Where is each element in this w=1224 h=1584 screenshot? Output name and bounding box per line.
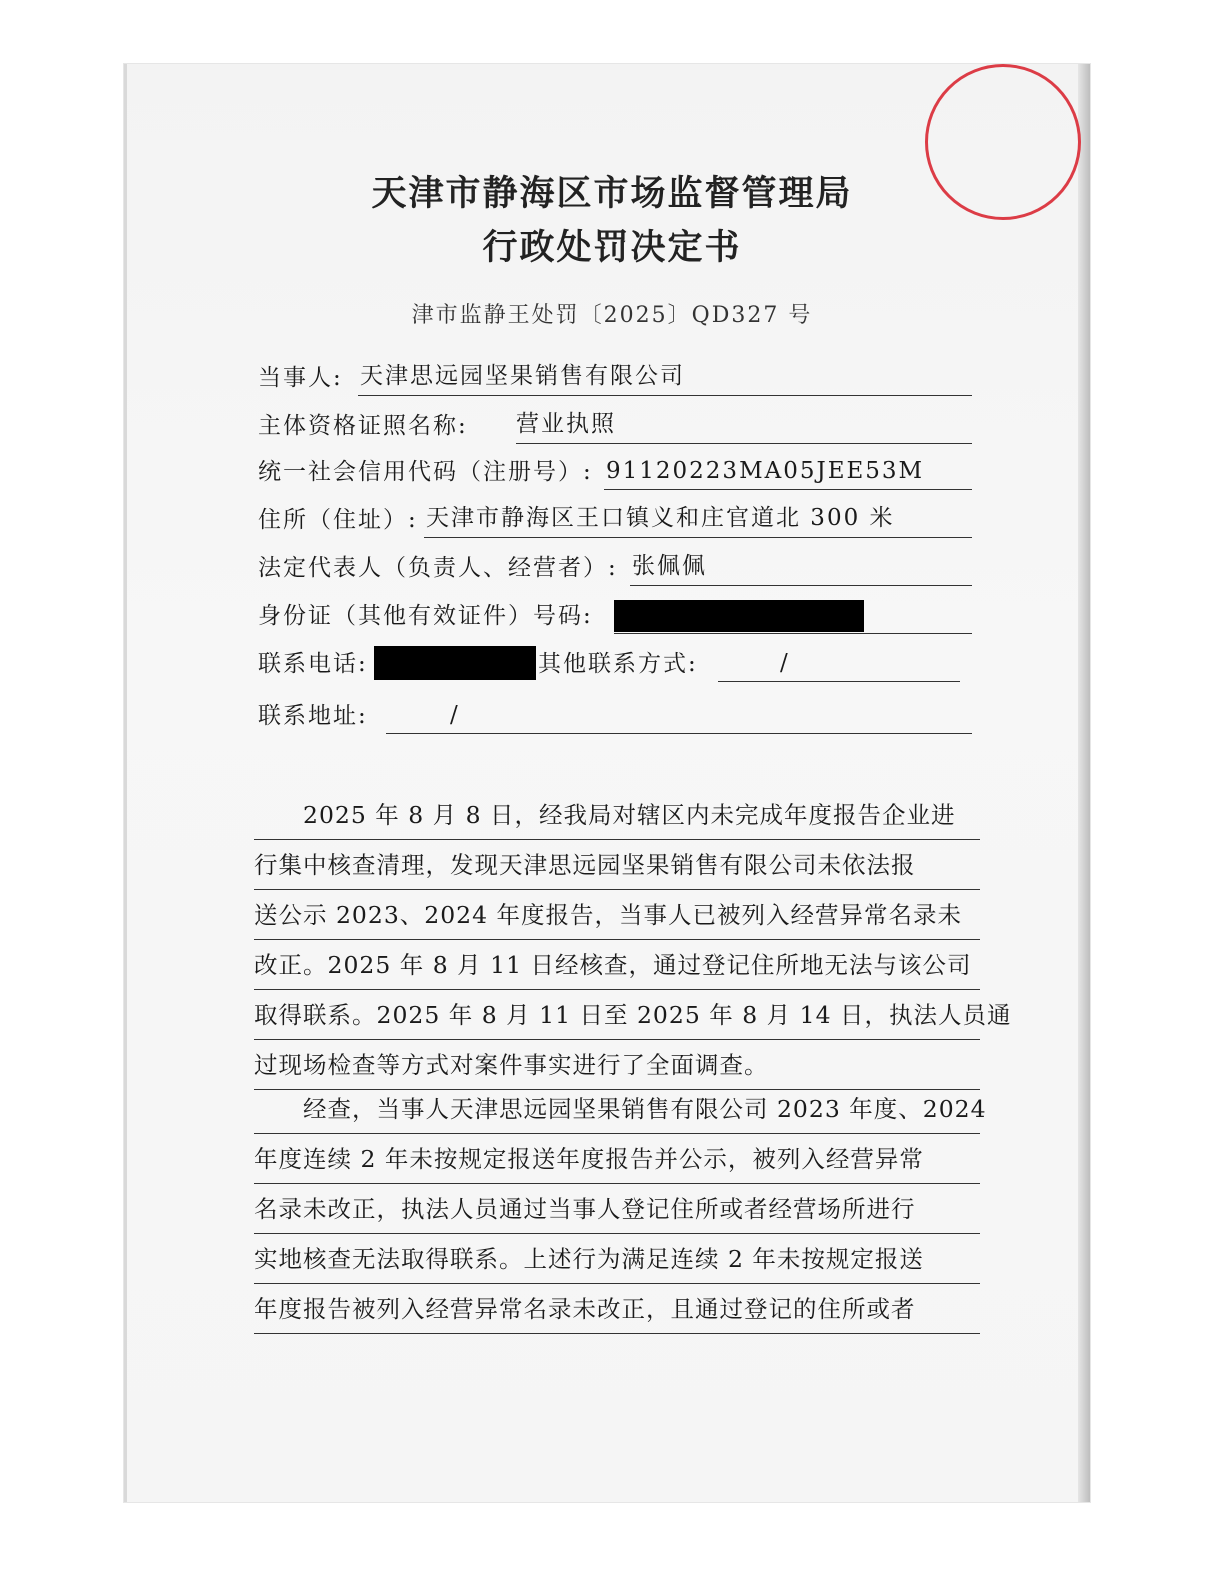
- agency-title: 天津市静海区市场监督管理局: [371, 173, 853, 214]
- address-label: 住所（住址）:: [258, 507, 418, 533]
- address-value: 天津市静海区王口镇义和庄官道北 300 米: [426, 505, 895, 531]
- text-line: 2025 年 8 月 8 日，经我局对辖区内未完成年度报告企业进: [254, 790, 980, 840]
- text-line: 名录未改正，执法人员通过当事人登记住所或者经营场所进行: [254, 1184, 980, 1234]
- other-contact-label: 其他联系方式:: [538, 651, 698, 677]
- text-line: 实地核查无法取得联系。上述行为满足连续 2 年未按规定报送: [254, 1234, 980, 1284]
- legal-representative-value: 张佩佩: [632, 553, 707, 579]
- text-line: 改正。2025 年 8 月 11 日经核查，通过登记住所地无法与该公司: [254, 940, 980, 990]
- text-line: 送公示 2023、2024 年度报告，当事人已被列入经营异常名录未: [254, 890, 980, 940]
- text-line: 行集中核查清理，发现天津思远园坚果销售有限公司未依法报: [254, 840, 980, 890]
- page-edge: [124, 64, 127, 1502]
- page-edge: [1078, 64, 1090, 1502]
- text-line: 年度报告被列入经营异常名录未改正，且通过登记的住所或者: [254, 1284, 980, 1334]
- other-contact-value: /: [780, 650, 790, 676]
- phone-field: [258, 648, 972, 682]
- underline: [516, 443, 972, 444]
- redaction-bar: [614, 600, 864, 632]
- license-field: [258, 410, 972, 444]
- legal-representative-label: 法定代表人（负责人、经营者）:: [258, 555, 618, 581]
- underline: [630, 585, 972, 586]
- underline: [358, 395, 972, 396]
- underline: [614, 633, 972, 634]
- license-label: 主体资格证照名称:: [258, 413, 468, 439]
- phone-label: 联系电话:: [258, 651, 368, 677]
- text-line: 过现场检查等方式对案件事实进行了全面调查。: [254, 1040, 980, 1090]
- document-number: 津市监静王处罚〔2025〕QD327 号: [411, 303, 813, 328]
- body-paragraph-2: [254, 1084, 987, 1334]
- contact-address-field: [258, 700, 972, 734]
- underline: [604, 489, 972, 490]
- text-line: 年度连续 2 年未按规定报送年度报告并公示，被列入经营异常: [254, 1134, 980, 1184]
- id-number-field: [258, 600, 972, 634]
- text-line: 经查，当事人天津思远园坚果销售有限公司 2023 年度、2024: [254, 1084, 980, 1134]
- text-line: 取得联系。2025 年 8 月 11 日至 2025 年 8 月 14 日，执法人员通: [254, 990, 980, 1040]
- underline: [424, 537, 972, 538]
- id-number-label: 身份证（其他有效证件）号码:: [258, 603, 593, 629]
- credit-code-label: 统一社会信用代码（注册号）:: [258, 459, 593, 485]
- credit-code-value: 91120223MA05JEE53M: [606, 458, 925, 484]
- license-value: 营业执照: [516, 411, 616, 437]
- underline: [386, 733, 972, 734]
- document-title: 行政处罚决定书: [482, 227, 742, 268]
- body-paragraph-1: [254, 790, 1012, 1090]
- party-label: 当事人:: [258, 365, 343, 391]
- underline: [718, 681, 960, 682]
- party-field: [258, 362, 972, 396]
- redaction-bar: [374, 646, 536, 680]
- party-value: 天津思远园坚果销售有限公司: [360, 363, 685, 389]
- address-field: [258, 504, 972, 538]
- credit-code-field: [258, 456, 972, 490]
- contact-address-value: /: [450, 702, 460, 728]
- legal-representative-field: [258, 552, 972, 586]
- contact-address-label: 联系地址:: [258, 703, 368, 729]
